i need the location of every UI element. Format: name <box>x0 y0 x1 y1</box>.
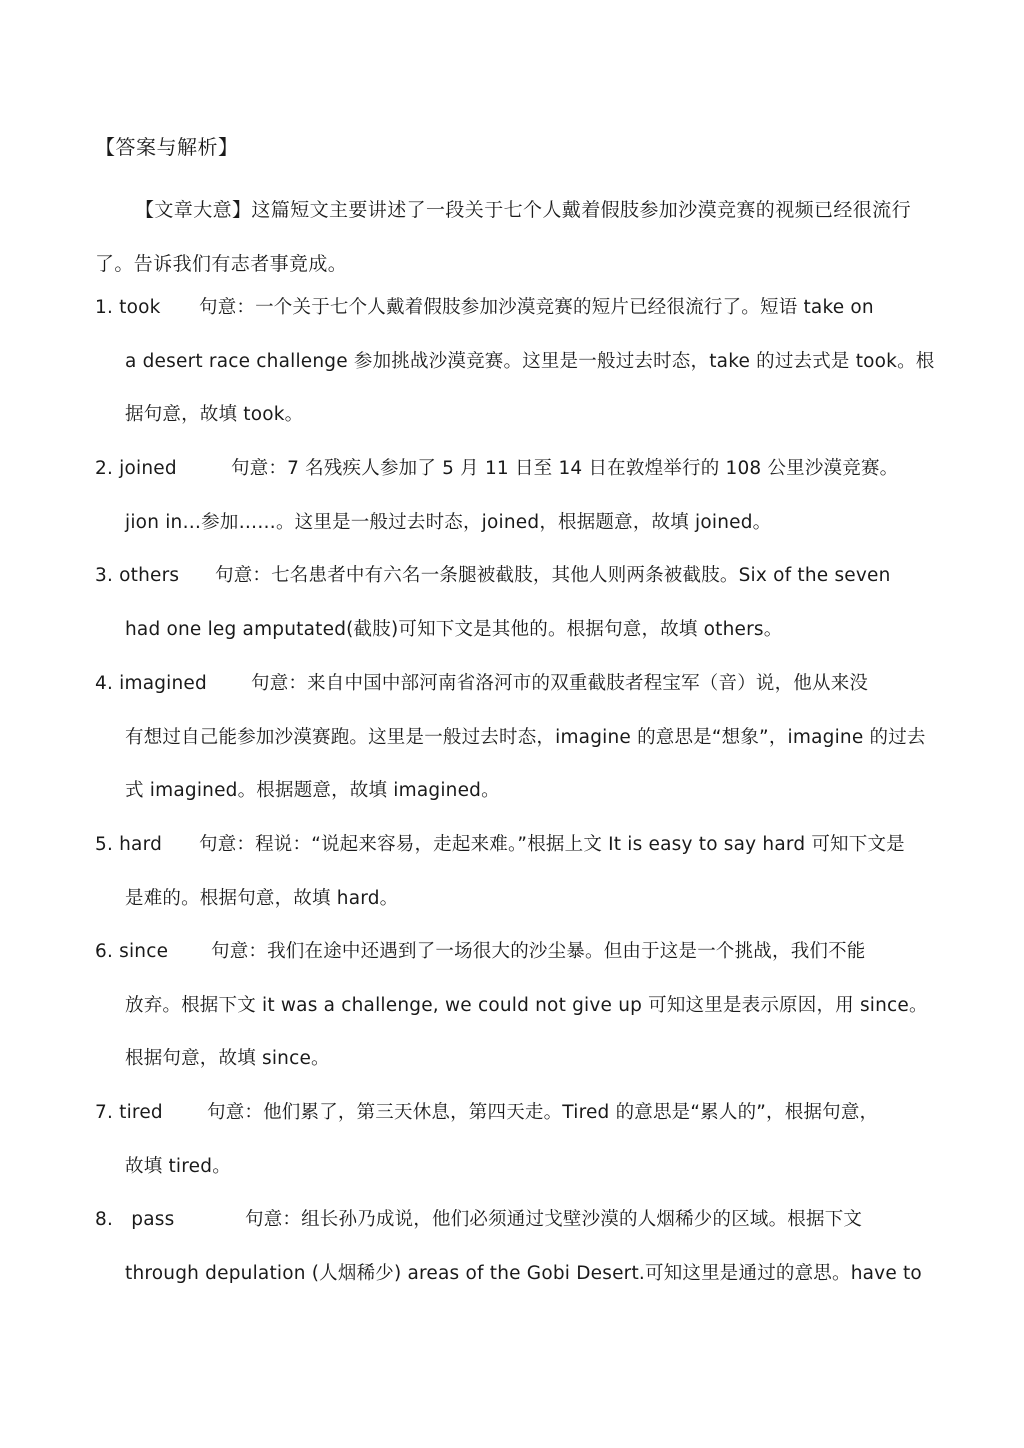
answer-explanation: 有想过自己能参加沙漠赛跑。这里是一般过去时态，imagine 的意思是“想象”，imagine 的过去式 imagined。根据题意，故填 imagined。 <box>125 726 926 802</box>
article-summary: 【文章大意】这篇短文主要讲述了一段关于七个人戴着假肢参加沙漠竞赛的视频已经很流行了。告诉我们有志者事竟成。 <box>95 199 912 275</box>
answer-meaning: 句意：七名患者中有六名一条腿被截肢，其他人则两条被截肢。Six of the seven <box>215 565 891 586</box>
answer-meaning: 句意：组长孙乃成说，他们必须通过戈壁沙漠的人烟稀少的区域。根据下文 <box>245 1209 863 1230</box>
answer-item-5 <box>95 818 935 925</box>
answer-item-4 <box>95 657 935 818</box>
answer-meaning: 句意：程说：“说起来容易，走起来难。”根据上文 It is easy to say hard 可知下文是 <box>199 834 905 855</box>
answer-word: 1. took <box>95 297 161 318</box>
answer-word: 4. imagined <box>95 673 207 694</box>
answer-explanation: a desert race challenge 参加挑战沙漠竞赛。这里是一般过去时态，take 的过去式是 took。根据句意，故填 took。 <box>125 350 935 426</box>
answer-word: 7. tired <box>95 1102 163 1123</box>
section-heading: 【答案与解析】 <box>95 135 239 159</box>
answer-meaning: 句意：7 名残疾人参加了 5 月 11 日至 14 日在敦煌举行的 108 公里沙漠竞赛。 <box>231 458 899 479</box>
answer-explanation: jion in…参加……。这里是一般过去时态，joined，根据题意，故填 joined。 <box>125 511 772 533</box>
answer-word: 2. joined <box>95 458 177 479</box>
answer-word: 8. pass <box>95 1209 175 1230</box>
answer-meaning: 句意：我们在途中还遇到了一场很大的沙尘暴。但由于这是一个挑战，我们不能 <box>211 941 866 962</box>
answer-explanation: through depulation (人烟稀少) areas of the Gobi Desert.可知这里是通过的意思。have to <box>125 1262 922 1284</box>
answer-item-3 <box>95 549 935 656</box>
answer-item-6 <box>95 925 935 1086</box>
answer-item-2 <box>95 442 935 549</box>
answer-word: 6. since <box>95 941 169 962</box>
answer-item-7 <box>95 1086 935 1193</box>
answer-explanation: 故填 tired。 <box>125 1155 231 1177</box>
answer-word: 3. others <box>95 565 180 586</box>
answer-word: 5. hard <box>95 834 163 855</box>
answer-item-1 <box>95 281 935 442</box>
answer-meaning: 句意：一个关于七个人戴着假肢参加沙漠竞赛的短片已经很流行了。短语 take on <box>199 297 874 318</box>
answer-explanation: 放弃。根据下文 it was a challenge, we could not give up 可知这里是表示原因，用 since。根据句意，故填 since。 <box>125 994 928 1070</box>
answer-explanation: had one leg amputated(截肢)可知下文是其他的。根据句意，故填 others。 <box>125 618 783 640</box>
answer-explanation: 是难的。根据句意，故填 hard。 <box>125 887 399 909</box>
answer-item-8 <box>95 1193 935 1300</box>
answer-meaning: 句意：他们累了，第三天休息，第四天走。Tired 的意思是“累人的”，根据句意， <box>207 1102 879 1123</box>
answer-meaning: 句意：来自中国中部河南省洛河市的双重截肢者程宝军（音）说，他从来没 <box>251 673 869 694</box>
